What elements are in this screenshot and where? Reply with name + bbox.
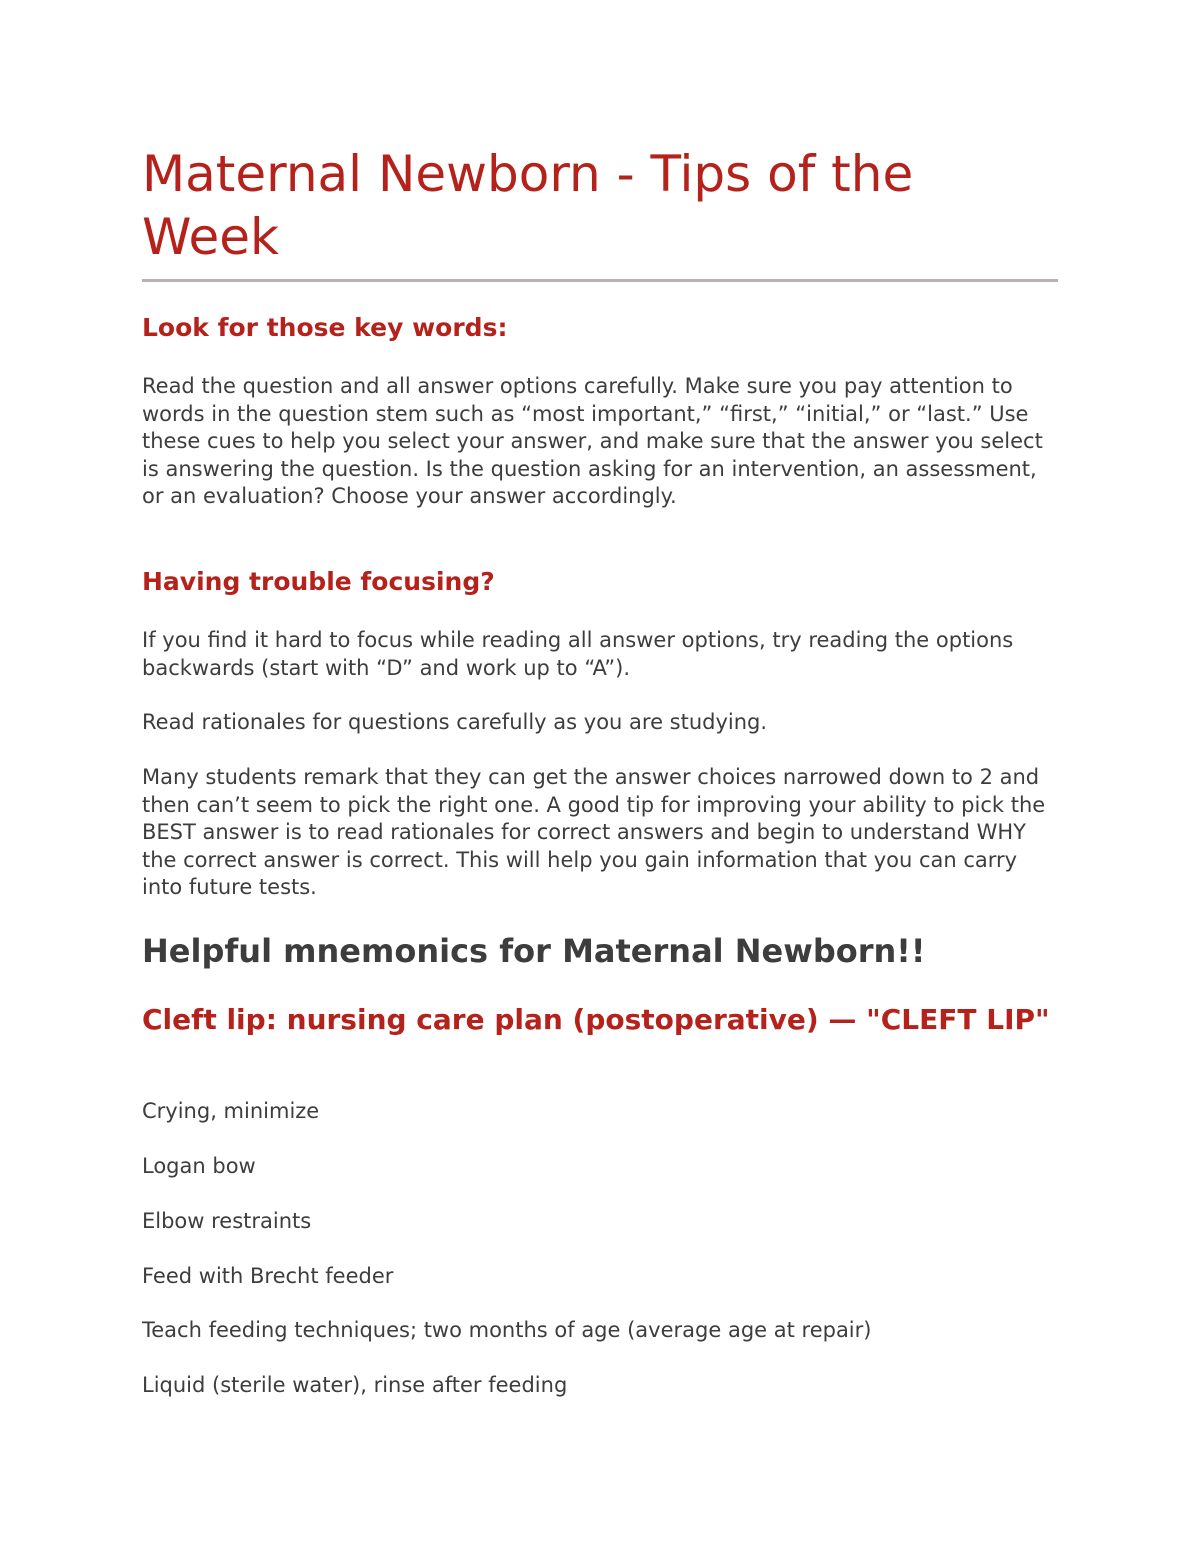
mnemonic-item: Crying, minimize [142,1099,320,1123]
mnemonic-item: Liquid (sterile water), rinse after feeding [142,1373,568,1397]
page-title: Maternal Newborn - Tips of the Week [142,145,914,266]
heading-trouble-focusing: Having trouble focusing? [142,567,495,596]
mnemonic-item: Feed with Brecht feeder [142,1264,394,1288]
mnemonic-item: Teach feeding techniques; two months of age (average age at repair) [142,1318,872,1342]
paragraph-read-rationales: Read rationales for questions carefully as you are studying. [142,710,768,734]
heading-helpful-mnemonics: Helpful mnemonics for Maternal Newborn!! [142,932,926,970]
paragraph-key-words: Read the question and all answer options carefully. Make sure you pay attention to words in the question stem such as “most important,” “first,” “initial,” or “last.” Use these cues to help you select your answer, and make sure that the answer you select is answering the question. Is the question asking for an intervention, an assessment, or an evaluation? Choose your answer accordingly. [142,374,1043,508]
heading-cleft-lip: Cleft lip: nursing care plan (postoperative) — "CLEFT LIP" [142,1003,1050,1036]
paragraph-best-answer: Many students remark that they can get the answer choices narrowed down to 2 and then can’t seem to pick the right one. A good tip for improving your ability to pick the BEST answer is to read rationales for correct answers and begin to understand WHY the correct answer is correct. This will help you gain information that you can carry into future tests. [142,765,1046,899]
paragraph-focus-backwards: If you find it hard to focus while reading all answer options, try reading the options backwards (start with “D” and work up to “A”). [142,628,1014,680]
mnemonic-item: Elbow restraints [142,1209,312,1233]
heading-key-words: Look for those key words: [142,313,508,342]
title-divider [142,279,1058,282]
mnemonic-item: Logan bow [142,1154,256,1178]
